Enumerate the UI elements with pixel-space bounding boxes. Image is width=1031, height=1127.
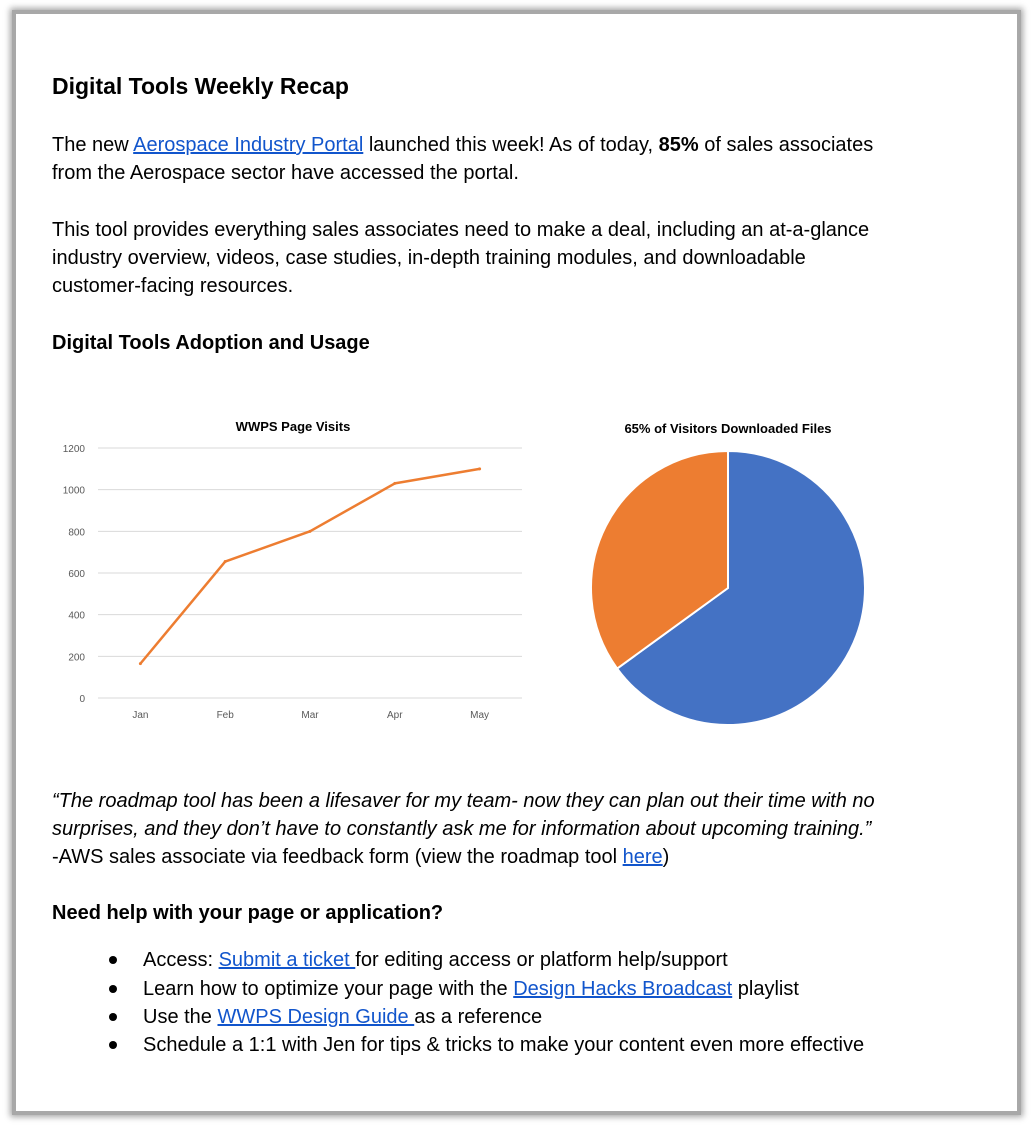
adoption-percent: 85% [658,134,699,156]
data-point [309,530,312,533]
page-title: Digital Tools Weekly Recap [52,73,349,99]
item-text: for editing access or platform help/support [355,949,728,971]
attribution-text: -AWS sales associate via feedback form (view the roadmap tool [52,846,623,868]
y-tick-label: 1000 [62,485,85,497]
submit-ticket-link[interactable]: Submit a ticket [218,949,356,971]
aerospace-portal-link[interactable]: Aerospace Industry Portal [133,134,364,156]
line-chart-title: WWPS Page Visits [235,419,351,434]
quote-text: surprises, and they don’t have to constantly ask me for information about upcoming training.” [52,818,872,840]
data-point [139,662,142,665]
data-point [393,482,396,485]
downloads-pie-chart [570,410,890,740]
series-line [140,469,479,664]
y-tick-label: 1200 [62,444,85,455]
item-text: as a reference [414,1006,543,1028]
design-guide-link[interactable]: WWPS Design Guide [217,1006,415,1028]
section-title: Digital Tools Adoption and Usage [52,332,370,354]
y-tick-label: 800 [68,527,85,539]
x-tick-label: May [470,710,490,721]
intro-paragraph-line-1 [52,131,873,159]
intro-paragraph-line-2: from the Aerospace sector have accessed the portal. [52,162,519,184]
testimonial-attribution [52,843,669,871]
intro-text: of sales associates [698,134,874,156]
y-tick-label: 400 [68,610,85,622]
tool-description-line-3: customer-facing resources. [52,275,294,297]
testimonial-line-1 [52,787,875,815]
item-text: Access: [143,949,219,971]
y-tick-label: 200 [68,652,85,664]
bullet-icon [109,1013,117,1021]
help-section-title: Need help with your page or application? [52,902,444,924]
design-hacks-broadcast-link[interactable]: Design Hacks Broadcast [513,978,733,1000]
item-text: Schedule a 1:1 with Jen for tips & tricks to make your content even more effective [143,1034,865,1056]
intro-text: launched this week! As of today, [363,134,659,156]
x-tick-label: Mar [301,710,319,721]
y-tick-label: 600 [68,569,85,580]
x-tick-label: Apr [387,710,403,721]
tool-description-line-1: This tool provides everything sales associates need to make a deal, including an at-a-glance [52,219,870,241]
bullet-icon [109,985,117,993]
tool-description-line-2: industry overview, videos, case studies, in-depth training modules, and downloadable [52,247,806,269]
page-visits-line-chart [40,410,540,730]
item-text: Learn how to optimize your page with the [143,978,514,1000]
bullet-icon [109,1041,117,1049]
item-text: playlist [732,978,799,1000]
item-text: Use the [143,1006,218,1028]
intro-text: The new [52,134,134,156]
pie-chart-title: 65% of Visitors Downloaded Files [624,421,832,436]
data-point [224,560,227,563]
bullet-icon [109,956,117,964]
x-tick-label: Feb [216,710,234,721]
x-tick-label: Jan [132,710,149,721]
testimonial-line-2 [52,815,871,843]
roadmap-tool-link[interactable]: here [622,846,663,868]
y-tick-label: 0 [79,694,85,705]
data-point [478,467,481,470]
quote-text: “The roadmap tool has been a lifesaver for my team- now they can plan out their time with no [52,790,875,812]
attribution-text: ) [662,846,670,868]
